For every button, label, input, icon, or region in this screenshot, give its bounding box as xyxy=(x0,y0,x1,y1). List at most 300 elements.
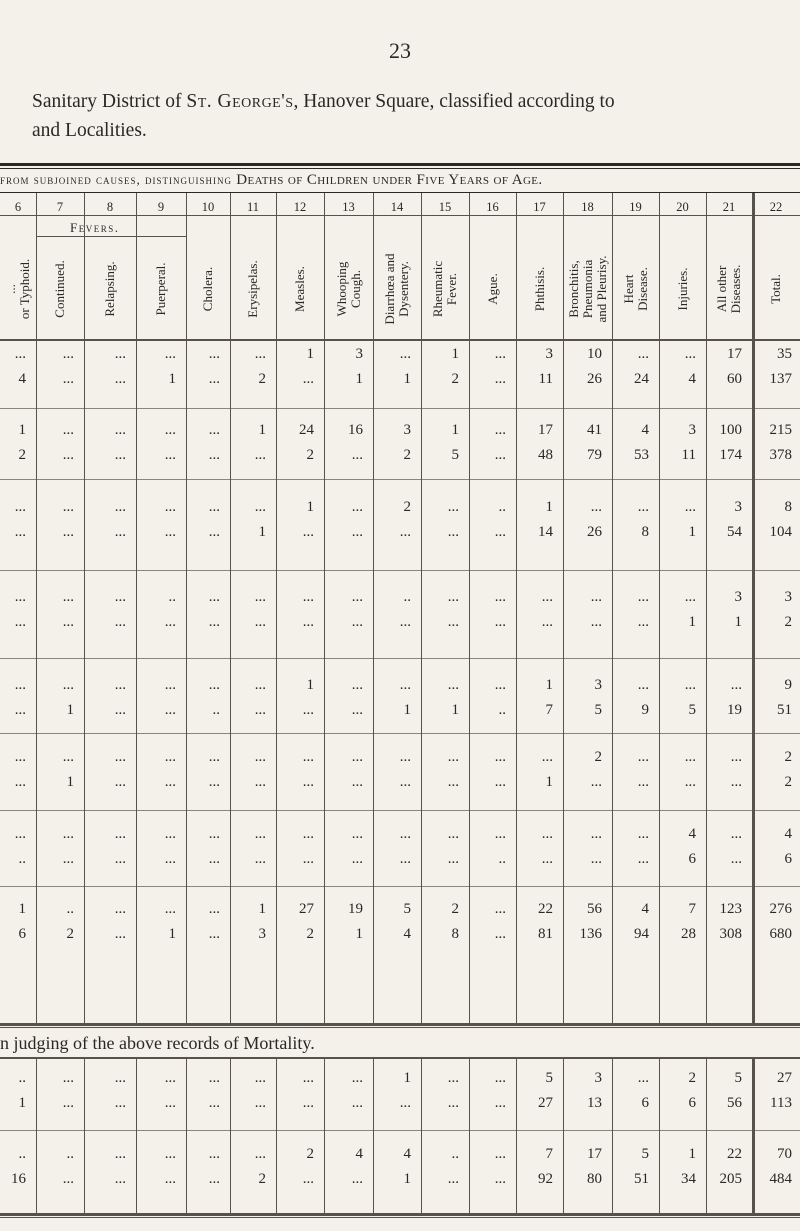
table-cell: 1 xyxy=(306,499,314,515)
column-number: 16 xyxy=(486,200,499,214)
table-cell: 17 xyxy=(538,422,553,438)
table-cell: ... xyxy=(62,851,74,867)
table-cell: ... xyxy=(114,1146,126,1162)
column-header-line: Disease. xyxy=(634,267,650,311)
table-cell: 174 xyxy=(719,447,742,463)
table-cell: 5 xyxy=(451,447,459,463)
table-cell: ... xyxy=(541,589,553,605)
column-number: 19 xyxy=(629,200,642,214)
column-header-line: Puerperal. xyxy=(153,262,168,316)
column-header-line: Cough. xyxy=(347,270,363,308)
table-cell: ... xyxy=(494,614,506,630)
column-divider xyxy=(469,1058,470,1213)
table-cell: 5 xyxy=(594,702,602,718)
column-header xyxy=(53,243,67,335)
table-cell: 16 xyxy=(11,1171,26,1187)
table-cell: ... xyxy=(494,422,506,438)
table-cell: ... xyxy=(351,851,363,867)
column-divider xyxy=(516,193,517,1023)
table-cell: 8 xyxy=(784,499,792,515)
table-cell: ... xyxy=(302,614,314,630)
table-cell: ... xyxy=(254,499,266,515)
table-cell: ... xyxy=(62,826,74,842)
table-cell: ... xyxy=(14,614,26,630)
table-cell: ... xyxy=(114,702,126,718)
table-cell: ... xyxy=(590,774,602,790)
table-cell: 2 xyxy=(688,1070,696,1086)
table-cell: ... xyxy=(494,926,506,942)
column-divider xyxy=(136,193,137,1023)
table-cell: ... xyxy=(302,1171,314,1187)
table-cell: ... xyxy=(302,851,314,867)
table-cell: 8 xyxy=(641,524,649,540)
table-cell: ... xyxy=(302,702,314,718)
column-divider xyxy=(659,1058,660,1213)
table-cell: 9 xyxy=(784,677,792,693)
column-number: 6 xyxy=(14,200,22,214)
table-cell: ... xyxy=(351,677,363,693)
table-cell: ... xyxy=(62,589,74,605)
column-divider xyxy=(373,1058,374,1213)
table-cell: ... xyxy=(114,524,126,540)
column-header-line: and Pleurisy. xyxy=(593,255,609,323)
table-cell: ... xyxy=(351,1171,363,1187)
table-cell: 7 xyxy=(545,702,553,718)
table-cell: 51 xyxy=(634,1171,649,1187)
table-cell: 53 xyxy=(634,447,649,463)
table-cell: ... xyxy=(114,589,126,605)
table-cell: ... xyxy=(114,1070,126,1086)
table-cell: ... xyxy=(637,589,649,605)
table-cell: 60 xyxy=(727,371,742,387)
table-cell: ... xyxy=(730,774,742,790)
column-header-line: Whooping xyxy=(333,261,349,317)
column-header xyxy=(676,243,690,335)
table-cell: 8 xyxy=(451,926,459,942)
table-cell: ... xyxy=(494,1095,506,1111)
column-header xyxy=(383,243,411,335)
table-cell: 94 xyxy=(634,926,649,942)
table-cell: 41 xyxy=(587,422,602,438)
heading-line-2: and Localities. xyxy=(32,120,147,141)
table-cell: ... xyxy=(114,749,126,765)
table-cell: 4 xyxy=(688,826,696,842)
table-cell: ... xyxy=(351,702,363,718)
table-cell: ... xyxy=(164,901,176,917)
table-cell: ... xyxy=(114,499,126,515)
table-cell: 2 xyxy=(403,447,411,463)
table-cell: 80 xyxy=(587,1171,602,1187)
table-cell: ... xyxy=(62,1171,74,1187)
table-cell: ... xyxy=(447,524,459,540)
table-cell: ... xyxy=(208,851,220,867)
table-cell: .. xyxy=(403,589,411,605)
table-cell: 1 xyxy=(688,1146,696,1162)
table-cell: ... xyxy=(164,1095,176,1111)
table-cell: ... xyxy=(494,524,506,540)
table-cell: ... xyxy=(254,1070,266,1086)
table-cell: 378 xyxy=(769,447,792,463)
column-header-line: Phthisis. xyxy=(531,266,547,312)
table-cell: 3 xyxy=(734,589,742,605)
column-header xyxy=(103,243,117,335)
column-header xyxy=(201,243,215,335)
table-cell: 2 xyxy=(594,749,602,765)
header-bottom-rule xyxy=(0,339,800,341)
table-cell: ... xyxy=(399,1095,411,1111)
table-cell: .. xyxy=(66,1146,74,1162)
table-cell: ... xyxy=(164,702,176,718)
column-divider xyxy=(516,1058,517,1213)
table-cell: 1 xyxy=(451,422,459,438)
table-cell: ... xyxy=(494,677,506,693)
table-cell: ... xyxy=(302,774,314,790)
table-cell: ... xyxy=(62,371,74,387)
table-cell: ... xyxy=(14,346,26,362)
table-cell: 3 xyxy=(734,499,742,515)
table-cell: 81 xyxy=(538,926,553,942)
table-cell: 2 xyxy=(403,499,411,515)
table-cell: ... xyxy=(351,749,363,765)
table-cell: 14 xyxy=(538,524,553,540)
column-divider xyxy=(84,193,85,1023)
table-cell: 34 xyxy=(681,1171,696,1187)
table-cell: 17 xyxy=(727,346,742,362)
column-header-line: Diarrhœa and xyxy=(382,253,397,325)
table-cell: 3 xyxy=(594,677,602,693)
table-cell: ... xyxy=(254,677,266,693)
table-cell: ... xyxy=(208,749,220,765)
table-cell: ... xyxy=(730,826,742,842)
section-one-bottom-thin xyxy=(0,1027,800,1028)
group-separator xyxy=(0,733,800,734)
table-cell: 6 xyxy=(18,926,26,942)
table-cell: ... xyxy=(208,589,220,605)
table-cell: ... xyxy=(62,422,74,438)
table-cell: 2 xyxy=(451,901,459,917)
table-cell: 2 xyxy=(306,1146,314,1162)
table-cell: ... xyxy=(14,589,26,605)
table-cell: 1 xyxy=(306,346,314,362)
table-cell: ... xyxy=(447,499,459,515)
table-cell: ... xyxy=(208,1146,220,1162)
column-divider xyxy=(186,1058,187,1213)
table-cell: ... xyxy=(62,447,74,463)
table-cell: 70 xyxy=(777,1146,792,1162)
table-cell: 1 xyxy=(18,422,26,438)
table-cell: ... xyxy=(637,851,649,867)
table-cell: ... xyxy=(684,774,696,790)
column-divider xyxy=(84,1058,85,1213)
table-cell: 1 xyxy=(403,371,411,387)
table-cell: ... xyxy=(114,614,126,630)
table-cell: 1 xyxy=(688,614,696,630)
table-cell: ... xyxy=(684,589,696,605)
table-cell: 2 xyxy=(784,774,792,790)
table-cell: 2 xyxy=(258,371,266,387)
table-cell: 24 xyxy=(634,371,649,387)
table-cell: 3 xyxy=(594,1070,602,1086)
table-cell: ... xyxy=(494,447,506,463)
caption-part-1: from subjoined causes, distinguishing xyxy=(0,172,237,187)
table-cell: 27 xyxy=(777,1070,792,1086)
table-cell: ... xyxy=(637,749,649,765)
group-separator xyxy=(0,408,800,409)
table-cell: 9 xyxy=(641,702,649,718)
table-cell: ... xyxy=(208,447,220,463)
table-cell: ... xyxy=(208,371,220,387)
table-cell: ... xyxy=(351,447,363,463)
table-cell: ... xyxy=(114,826,126,842)
table-cell: 215 xyxy=(769,422,792,438)
table-cell: ... xyxy=(590,614,602,630)
table-cell: 1 xyxy=(688,524,696,540)
table-cell: ... xyxy=(447,614,459,630)
column-divider xyxy=(324,193,325,1023)
table-cell: ... xyxy=(447,1171,459,1187)
table-cell: 1 xyxy=(168,926,176,942)
table-cell: 1 xyxy=(355,371,363,387)
table-cell: 26 xyxy=(587,524,602,540)
table-cell: ... xyxy=(399,774,411,790)
column-header xyxy=(4,243,32,335)
column-divider xyxy=(276,193,277,1023)
table-cell: 276 xyxy=(769,901,792,917)
table-cell: ... xyxy=(254,826,266,842)
table-cell: ... xyxy=(590,826,602,842)
column-number: 10 xyxy=(201,200,215,214)
table-cell: 28 xyxy=(681,926,696,942)
table-cell: ... xyxy=(208,422,220,438)
column-divider xyxy=(186,193,187,1023)
column-header-line: Continued. xyxy=(52,260,67,318)
table-cell: ... xyxy=(114,447,126,463)
table-cell: ... xyxy=(399,826,411,842)
table-cell: ... xyxy=(447,677,459,693)
page-number: 23 xyxy=(389,38,411,63)
column-divider xyxy=(421,193,422,1023)
table-cell: 1 xyxy=(168,371,176,387)
table-cell: 6 xyxy=(784,851,792,867)
column-header xyxy=(335,243,363,335)
table-cell: ... xyxy=(637,614,649,630)
column-divider xyxy=(659,193,660,1023)
group-separator xyxy=(0,810,800,811)
table-cell: 1 xyxy=(18,1095,26,1111)
column-header-line: Injuries. xyxy=(674,267,690,311)
table-cell: 4 xyxy=(784,826,792,842)
table-cell: ... xyxy=(447,774,459,790)
column-header xyxy=(533,243,547,335)
table-cell: ... xyxy=(351,524,363,540)
table-cell: 6 xyxy=(688,851,696,867)
table-cell: ... xyxy=(447,1070,459,1086)
table-cell: ... xyxy=(254,346,266,362)
table-cell: ... xyxy=(541,851,553,867)
table-cell: 3 xyxy=(784,589,792,605)
table-cell: ... xyxy=(494,1171,506,1187)
table-cell: ... xyxy=(399,749,411,765)
table-cell: ... xyxy=(164,447,176,463)
table-cell: 7 xyxy=(688,901,696,917)
table-cell: ... xyxy=(14,826,26,842)
table-cell: 4 xyxy=(688,371,696,387)
table-cell: ... xyxy=(114,1095,126,1111)
section-two-caption: n judging of the above records of Mortality. xyxy=(0,1033,315,1053)
table-cell: 308 xyxy=(719,926,742,942)
table-cell: 4 xyxy=(18,371,26,387)
table-cell: ... xyxy=(541,826,553,842)
column-header-line: or Typhoid. xyxy=(17,258,32,320)
column-number: 20 xyxy=(676,200,689,214)
column-number: 8 xyxy=(106,200,114,214)
header-divider xyxy=(0,215,800,216)
table-cell: ... xyxy=(208,1095,220,1111)
table-cell: 3 xyxy=(355,346,363,362)
table-cell: ... xyxy=(208,926,220,942)
column-divider xyxy=(563,193,564,1023)
column-header-line: Dysentery. xyxy=(396,261,411,317)
table-cell: 1 xyxy=(545,677,553,693)
column-divider xyxy=(421,1058,422,1213)
table-cell: ... xyxy=(302,371,314,387)
table-cell: 104 xyxy=(769,524,792,540)
column-divider xyxy=(373,193,374,1023)
section-one-bottom-rule xyxy=(0,1023,800,1026)
table-cell: ... xyxy=(208,826,220,842)
column-header-line: Measles. xyxy=(292,266,307,312)
table-cell: 79 xyxy=(587,447,602,463)
table-cell: 16 xyxy=(348,422,363,438)
table-cell: ... xyxy=(208,499,220,515)
table-cell: ... xyxy=(14,702,26,718)
table-cell: ... xyxy=(164,346,176,362)
column-header xyxy=(431,243,459,335)
table-cell: ... xyxy=(62,499,74,515)
table-cell: ... xyxy=(164,1171,176,1187)
table-cell: ... xyxy=(164,614,176,630)
table-cell: ... xyxy=(684,677,696,693)
table-cell: ... xyxy=(164,499,176,515)
table-cell: .. xyxy=(18,1070,26,1086)
heading-part-2: , Hanover Square, classified according to xyxy=(293,91,615,112)
table-cell: 1 xyxy=(258,901,266,917)
table-cell: ... xyxy=(62,614,74,630)
table-cell: 2 xyxy=(306,926,314,942)
caption-part-2: Deaths of Children under Five Years of Age. xyxy=(236,172,543,188)
table-cell: 5 xyxy=(688,702,696,718)
column-header-line: Rheumatic xyxy=(430,260,445,318)
table-cell: ... xyxy=(494,1146,506,1162)
column-header-line: ... xyxy=(3,284,18,294)
table-cell: 11 xyxy=(681,447,696,463)
column-number: 13 xyxy=(342,200,355,214)
column-number: 18 xyxy=(581,200,594,214)
table-cell: 54 xyxy=(727,524,742,540)
table-cell: 3 xyxy=(403,422,411,438)
table-cell: ... xyxy=(637,499,649,515)
bottom-thin-rule xyxy=(0,1217,800,1218)
table-cell: ... xyxy=(730,851,742,867)
table-cell: 56 xyxy=(587,901,602,917)
table-cell: ... xyxy=(399,524,411,540)
table-cell: ... xyxy=(637,677,649,693)
table-cell: ... xyxy=(208,1171,220,1187)
section-two-top-rule xyxy=(0,1057,800,1059)
column-header xyxy=(246,243,260,335)
table-cell: 10 xyxy=(587,346,602,362)
table-cell: ... xyxy=(208,614,220,630)
column-number: 12 xyxy=(293,200,307,214)
table-cell: ... xyxy=(302,826,314,842)
table-cell: 27 xyxy=(538,1095,553,1111)
table-cell: ... xyxy=(399,614,411,630)
table-cell: 1 xyxy=(258,524,266,540)
table-cell: .. xyxy=(168,589,176,605)
column-header xyxy=(154,243,168,335)
table-cell: 680 xyxy=(769,926,792,942)
table-cell: ... xyxy=(684,749,696,765)
table-cell: 24 xyxy=(299,422,314,438)
table-cell: 136 xyxy=(579,926,602,942)
column-divider xyxy=(230,1058,231,1213)
table-cell: ... xyxy=(62,677,74,693)
table-cell: ... xyxy=(447,749,459,765)
column-header-line: Diseases. xyxy=(728,264,743,314)
table-cell: 2 xyxy=(784,749,792,765)
table-cell: 3 xyxy=(688,422,696,438)
table-cell: 2 xyxy=(451,371,459,387)
table-cell: ... xyxy=(351,499,363,515)
table-cell: ... xyxy=(302,524,314,540)
column-header-line: Erysipelas. xyxy=(245,260,260,318)
table-cell: 6 xyxy=(688,1095,696,1111)
table-cell: ... xyxy=(254,1095,266,1111)
table-cell: 13 xyxy=(587,1095,602,1111)
fevers-underline xyxy=(36,236,186,237)
table-cell: ... xyxy=(164,774,176,790)
table-cell: 35 xyxy=(777,346,792,362)
table-cell: ... xyxy=(351,826,363,842)
table-cell: ... xyxy=(494,901,506,917)
column-number: 7 xyxy=(56,200,64,214)
table-cell: ... xyxy=(114,851,126,867)
table-cell: 1 xyxy=(403,702,411,718)
table-cell: 1 xyxy=(403,1070,411,1086)
column-header-line: Pneumonia xyxy=(579,259,595,319)
table-cell: ... xyxy=(637,1070,649,1086)
table-cell: 1 xyxy=(258,422,266,438)
table-cell: ... xyxy=(351,774,363,790)
table-cell: 92 xyxy=(538,1171,553,1187)
fevers-group-label: Fevers. xyxy=(70,220,120,235)
table-cell: .. xyxy=(498,702,506,718)
column-number: 9 xyxy=(157,200,165,214)
table-cell: ... xyxy=(494,749,506,765)
table-cell: 1 xyxy=(306,677,314,693)
table-cell: ... xyxy=(114,926,126,942)
table-cell: ... xyxy=(114,422,126,438)
column-divider xyxy=(324,1058,325,1213)
table-cell: ... xyxy=(164,851,176,867)
column-number: 21 xyxy=(722,200,736,214)
table-cell: ... xyxy=(254,1146,266,1162)
heading-part-1: Sanitary District of xyxy=(32,91,187,112)
column-header-line: Cholera. xyxy=(200,266,215,312)
table-cell: ... xyxy=(351,589,363,605)
column-header-line: Fever. xyxy=(444,272,459,306)
table-cell: .. xyxy=(18,851,26,867)
